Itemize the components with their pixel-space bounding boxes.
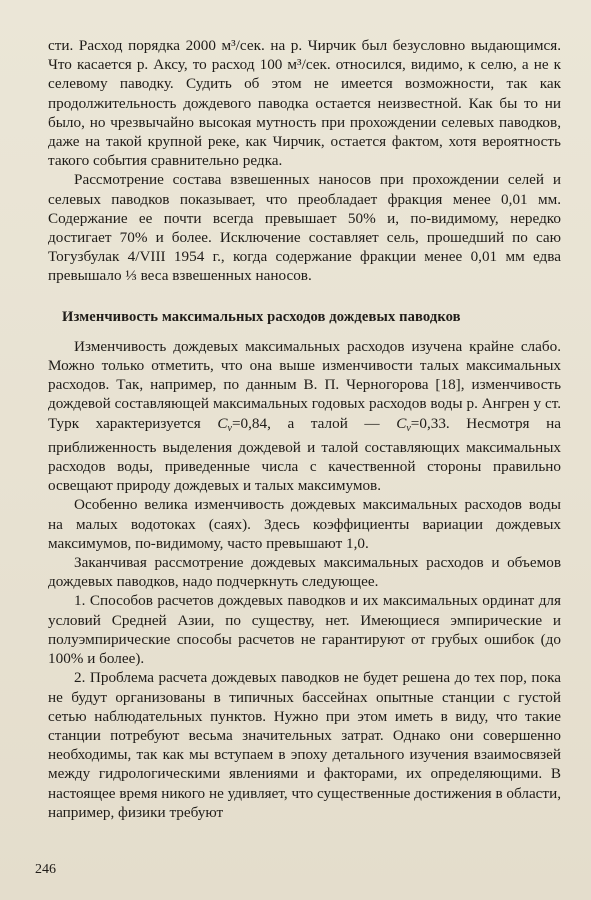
- paragraph-variability: [48, 337, 561, 496]
- paragraph-text: =0,84, а талой —: [231, 414, 397, 432]
- cv-symbol: $C_v$: [396, 414, 411, 434]
- paragraph: сти. Расход порядка 2000 м³/сек. на р. Чирчик был безусловно выдающимся. Что касается р. Аксу, то расход 100 м³/сек. относился, видимо, к селю, а не к селевому паводку. Судить об этом не имеется возможности, так как продолжительность дождевого паводка остается неизвестной. Как бы то ни было, но чрезвычайно высокая мутность при прохождении селевых паводков, даже на такой крупной реке, как Чирчик, остается фактом, хотя вероятность такого события сравнительно редка.: [48, 37, 561, 170]
- paragraph: 1. Способов расчетов дождевых паводков и их максимальных ординат для условий Средней Азии, по существу, нет. Имеющиеся эмпирические и полуэмпирические способы расчетов не гарантируют от грубых ошибок (до 100% и более).: [48, 592, 561, 668]
- section-heading: Изменчивость максимальных расходов дождевых паводков: [62, 308, 461, 325]
- paragraph: Рассмотрение состава взвешенных наносов при прохождении селей и селевых паводков показывает, что преобладает фракция менее 0,01 мм. Содержание ее почти всегда превышает 50% и, по-видимому, нередко достигает 70% и более. Исключение составляет сель, прошедший по саю Тогузбулак 4/VIII 1954 г., когда содержание фракции менее 0,01 мм едва превышало ⅓ веса взвешенных наносов.: [48, 171, 561, 285]
- paragraph-text: Изменчивость дождевых максимальных расходов изучена крайне слабо. Можно только отметить, что она выше изменчивости талых максимальных расходов. Так, например, по данным В. П. Черногорова [18], изменчивость дождевой составляющей максимальных годовых расходов воды р. Ангрен у ст. Турк характеризуется: [48, 337, 561, 432]
- paragraph: Особенно велика изменчивость дождевых максимальных расходов воды на малых водотоках (саях). Здесь коэффициенты вариации дождевых максимумов, по-видимому, часто превышают 1,0.: [48, 496, 561, 552]
- body-text: [48, 36, 561, 822]
- paragraph-text: =0,33. Несмотря на приближенность выделения дождевой и талой составляющих максимальных расходов воды, приведенные числа с качественной стороны правильно освещают природу дождевых и талых максимумов.: [48, 414, 561, 495]
- cv-symbol: $C_v$: [217, 414, 232, 434]
- paragraph: Заканчивая рассмотрение дождевых максимальных расходов и объемов дождевых паводков, надо подчеркнуть следующее.: [48, 554, 561, 591]
- page-number: 246: [35, 862, 56, 877]
- paragraph: 2. Проблема расчета дождевых паводков не будет решена до тех пор, пока не будут организованы в типичных бассейнах опытные станции с густой сетью наблюдательных пунктов. Нужно при этом иметь в виду, что такие станции потребуют весьма значительных затрат. Однако они совершенно необходимы, так как мы вступаем в эпоху детального изучения взаимосвязей между гидрологическими явлениями и факторами, их определяющими. В настоящее время никого не удивляет, что существенные достижения в области, например, физики требуют: [48, 669, 561, 821]
